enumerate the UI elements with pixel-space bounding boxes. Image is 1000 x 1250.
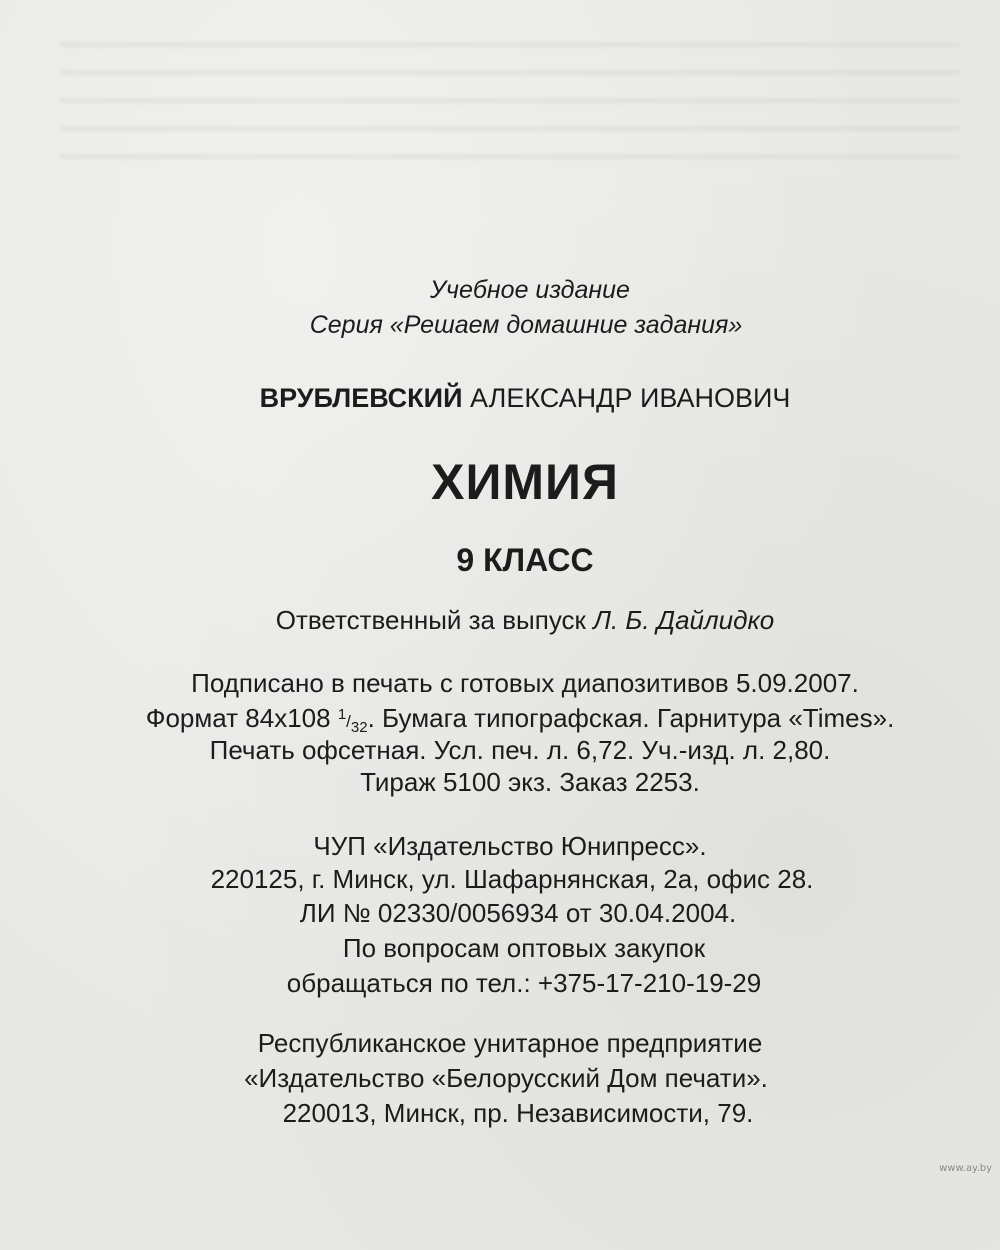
print-run: Тираж 5100 экз. Заказ 2253. (360, 767, 700, 797)
site-watermark: www.ay.by (939, 1163, 992, 1174)
reverse-side-show-through (60, 20, 960, 160)
format-line (20, 705, 1000, 735)
printer-line-2: «Издательство «Белорусский Дом печати». (244, 1063, 768, 1093)
wholesale-line-2: обращаться по тел.: +375-17-210-19-29 (286, 968, 762, 998)
format-numerator: 1 (337, 706, 347, 723)
format-denominator: 32 (350, 719, 368, 736)
format-prefix: Формат 84x108 (145, 703, 331, 733)
print-specs: Печать офсетная. Усл. печ. л. 6,72. Уч.-изд. л. 2,80. (209, 735, 831, 765)
publisher-address: 220125, г. Минск, ул. Шафарнянская, 2а, офис 28. (210, 864, 814, 894)
responsible-name: Л. Б. Дайлидко (593, 605, 775, 635)
printer-line-1: Республиканское унитарное предприятие (257, 1028, 763, 1058)
format-fraction: $^1/_{32}$ (337, 706, 368, 736)
printer-line-3: 220013, Минск, пр. Независимости, 79. (282, 1098, 754, 1128)
book-title: ХИМИЯ (431, 454, 619, 510)
edition-type: Учебное издание (430, 276, 630, 304)
series-title: Серия «Решаем домашние задания» (309, 311, 743, 339)
publisher-name: ЧУП «Издательство Юнипресс». (313, 831, 707, 861)
author (25, 385, 1000, 412)
wholesale-line-1: По вопросам оптовых закупок (342, 933, 706, 963)
author-given-name: АЛЕКСАНДР ИВАНОВИЧ (470, 383, 791, 413)
signed-for-print: Подписано в печать с готовых диапозитивов 5.09.2007. (191, 668, 859, 698)
author-surname: ВРУБЛЕВСКИЙ (259, 383, 463, 413)
responsible-label: Ответственный за выпуск (275, 605, 586, 635)
responsible-editor (25, 607, 1000, 633)
format-suffix: . Бумага типографская. Гарнитура «Times». (367, 703, 895, 733)
grade-label: 9 КЛАСС (456, 542, 594, 578)
publisher-license: ЛИ № 02330/0056934 от 30.04.2004. (299, 898, 737, 928)
